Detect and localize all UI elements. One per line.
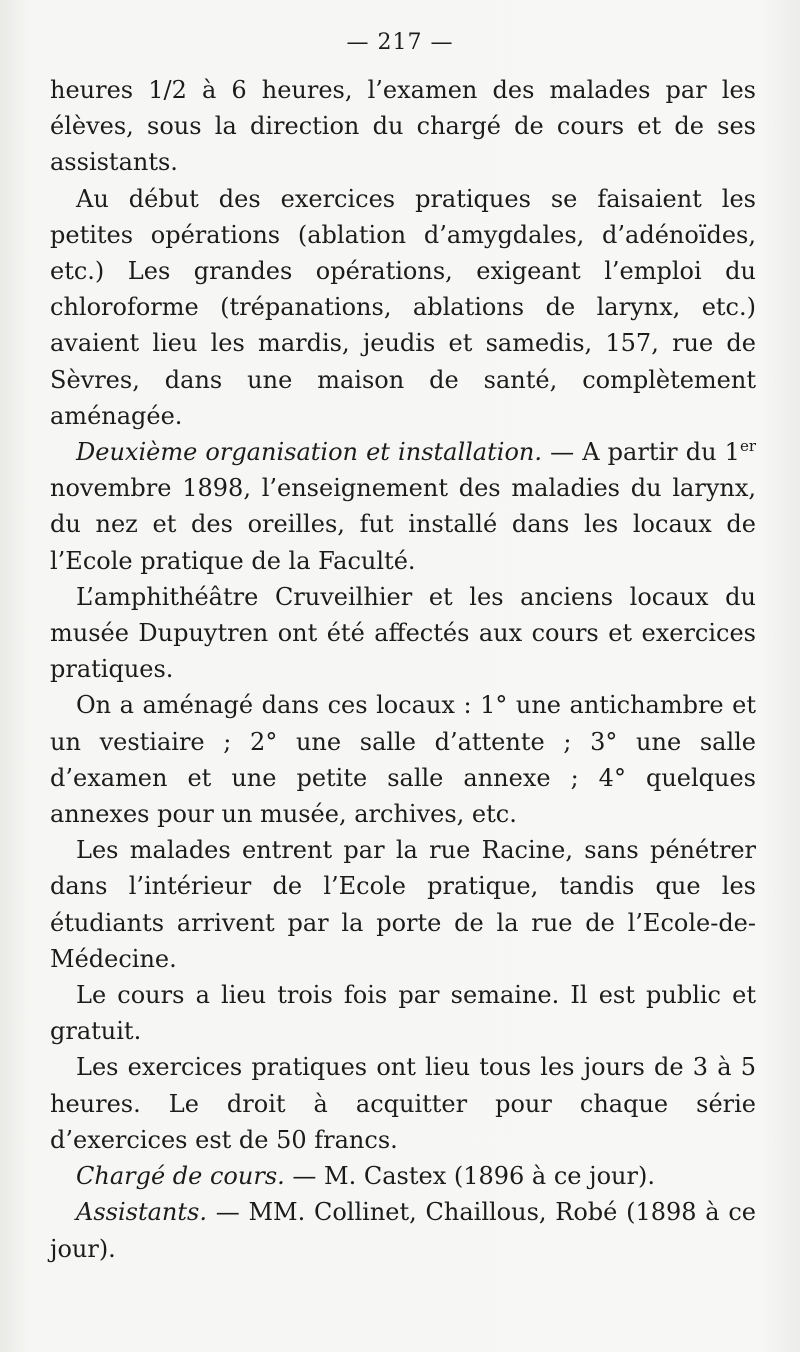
paragraph-entrances: Les malades entrent par la rue Racine, sans pénétrer dans l’intérieur de l’Ecole pratique, tandis que les étudiants arrivent par la porte de la rue de l’Ecole-de-Médecine. (50, 836, 756, 973)
body-text (50, 72, 756, 1267)
label-charge-de-cours: Chargé de cours. (76, 1162, 285, 1191)
paragraph-charge-de-cours (50, 1158, 756, 1194)
paragraph-operations: Au début des exercices pratiques se faisaient les petites opérations (ablation d’amygdales, d’adénoïdes, etc.) Les grandes opérations, exigeant l’emploi du chloroforme (trépanations, ablations de larynx, etc.) avaient lieu les mardis, jeudis et samedis, 157, rue de Sèvres, dans une maison de santé, complètement aménagée. (50, 184, 756, 430)
page-number: — 217 — (346, 30, 454, 55)
paragraph-exercises: Les exercices pratiques ont lieu tous les jours de 3 à 5 heures. Le droit à acquitter pour chaque série d’exercices est de 50 francs. (50, 1053, 756, 1154)
assistants-text: — MM. Collinet, Chaillous, Robé (1898 à ce jour). (50, 1198, 756, 1263)
paragraph-continuation: heures 1/2 à 6 heures, l’examen des malades par les élèves, sous la direction du chargé de cours et de ses assistants. (50, 76, 756, 177)
superscript: er (739, 437, 756, 456)
paragraph-second-organisation (50, 434, 756, 579)
label-assistants: Assistants. (76, 1198, 207, 1227)
paragraph-text: — A partir du 1 (541, 438, 740, 467)
paragraph-course-schedule: Le cours a lieu trois fois par semaine. Il est public et gratuit. (50, 981, 756, 1046)
paragraph-locaux: On a aménagé dans ces locaux : 1° une antichambre et un vestiaire ; 2° une salle d’attente ; 3° une salle d’examen et une petite salle annexe ; 4° quelques annexes pour un musée, archives, etc. (50, 691, 756, 829)
paragraph-assistants (50, 1194, 756, 1266)
charge-de-cours-text: — M. Castex (1896 à ce jour). (284, 1162, 655, 1191)
section-heading: Deuxième organisation et installation. (76, 438, 542, 467)
paragraph-amphitheatre: L’amphithéâtre Cruveilhier et les anciens locaux du musée Dupuytren ont été affectés aux cours et exercices pratiques. (50, 582, 756, 684)
paragraph-text: novembre 1898, l’enseignement des maladies du larynx, du nez et des oreilles, fut installé dans les locaux de l’Ecole pratique de la Faculté. (50, 474, 756, 575)
